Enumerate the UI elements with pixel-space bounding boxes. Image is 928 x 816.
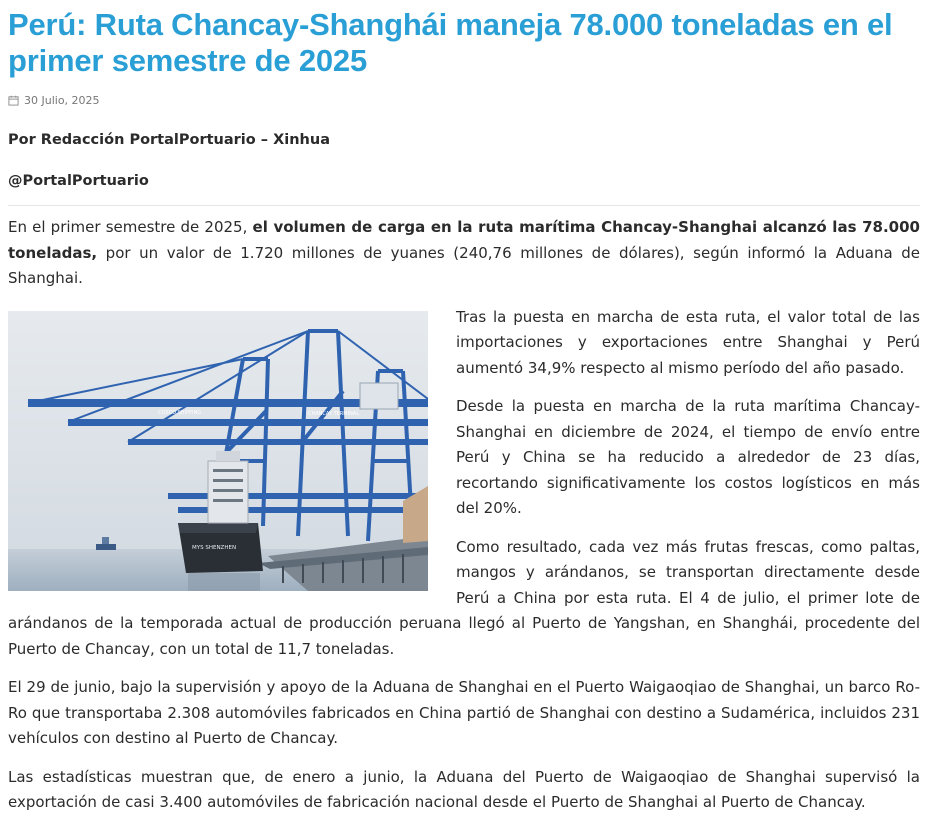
lead-suffix: por un valor de 1.720 millones de yuanes (240,76 millones de dólares), según informó la Aduana de Shanghai. <box>8 243 920 287</box>
article <box>8 0 920 816</box>
paragraph-4: Como resultado, cada vez más frutas frescas, como paltas, mangos y arándanos, se transportan directamente desde Perú a China por esta ruta. El 4 de julio, el primer lote de arándanos de la temporada actual de producción peruana llegó al Puerto de Yangshan, en Shanghái, procedente del Puerto de Chancay, con un total de 11,7 toneladas. <box>8 537 920 658</box>
paragraph-6: Las estadísticas muestran que, de enero a junio, la Aduana del Puerto de Waigaoqiao de Shanghai supervisó la exportación de casi 3.400 automóviles de fabricación nacional desde el Puerto de Shanghai al Puerto de Chancay. <box>8 767 920 811</box>
paragraph-5: El 29 de junio, bajo la supervisión y apoyo de la Aduana de Shanghai en el Puerto Waigaoqiao de Shanghai, un barco Ro-Ro que transportaba 2.308 automóviles fabricados en China partió de Shanghai con destino a Sudamérica, incluidos 231 vehículos con destino al Puerto de Chancay. <box>8 678 920 747</box>
post-date <box>8 92 920 108</box>
divider <box>8 205 920 206</box>
lead-highlight: el volumen de carga en la ruta marítima Chancay-Shanghai alcanzó las 78.000 toneladas, <box>8 218 920 262</box>
lead-paragraph <box>8 215 920 292</box>
crane-terminal-text: CHANCAY TERMINAL <box>308 410 360 417</box>
calendar-icon <box>8 95 19 106</box>
ship-name: MYS SHENZHEN <box>192 544 237 551</box>
byline: Por Redacción PortalPortuario – Xinhua <box>8 132 330 148</box>
paragraph-2: Tras la puesta en marcha de esta ruta, el valor total de las importaciones y exportaciones entre Shanghai y Perú aumentó 34,9% respecto al mismo período del año pasado. <box>456 307 920 377</box>
article-title[interactable]: Perú: Ruta Chancay-Shanghái maneja 78.000 toneladas en el primer semestre de 2025 <box>8 7 893 78</box>
article-body <box>8 215 920 816</box>
port-photo <box>8 311 428 591</box>
paragraph-3: Desde la puesta en marcha de la ruta marítima Chancay-Shanghai en diciembre de 2024, el tiempo de envío entre Perú y China se ha reducido a alrededor de 23 días, recortando significativamente los costos logísticos en más del 20%. <box>456 397 920 517</box>
post-date-text: 30 Julio, 2025 <box>24 93 100 107</box>
crane-brand-text: COSCO SHIPPING <box>158 409 202 416</box>
lead-prefix: En el primer semestre de 2025, <box>8 218 253 236</box>
author-handle: @PortalPortuario <box>8 173 149 189</box>
